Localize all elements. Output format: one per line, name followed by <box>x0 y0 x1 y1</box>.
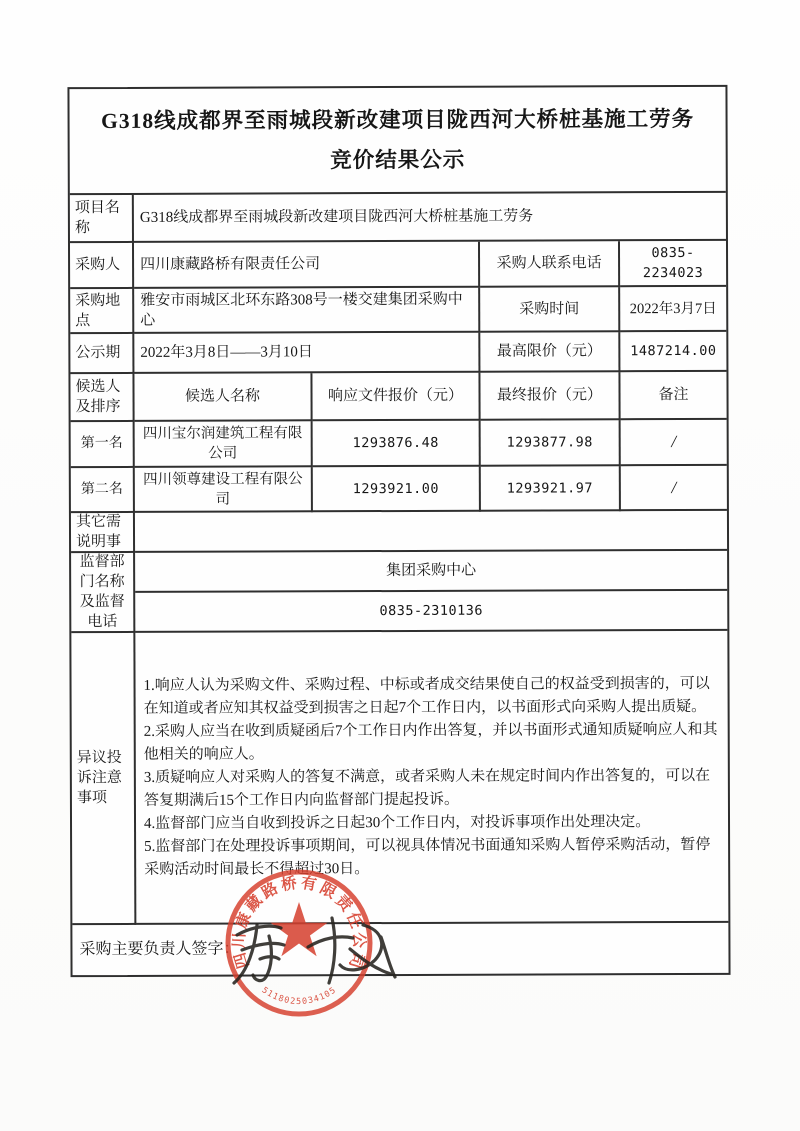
objection-item-4: 4.监督部门应当自收到投诉之日起30个工作日内，对投诉事项作出处理决定。 <box>143 813 651 832</box>
other-notes-value <box>135 511 727 553</box>
objection-item-1: 1.响应人认为采购文件、采购过程、中标或者成交结果使自己的权益受到损害的，可以在知道或者应知其权益受到损害之日起7个工作日内，以书面形式向采购人提出质疑。 <box>143 675 710 717</box>
project-name-label: 项目名称 <box>70 195 134 243</box>
handwritten-signature-graphic <box>213 903 448 1003</box>
title-line-2: 竞价结果公示 <box>330 147 466 173</box>
candidate-name-header: 候选人名称 <box>134 373 312 422</box>
max-price-value: 1487214.00 <box>620 332 726 372</box>
purchase-time-value: 2022年3月7日 <box>620 287 726 332</box>
candidate-response-price: 1293876.48 <box>313 421 481 468</box>
purchase-time-label: 采购时间 <box>480 287 620 332</box>
candidate-remark: / <box>621 420 727 466</box>
supervision-phone: 0835-2310136 <box>135 591 727 633</box>
seal-company-text: 四川康藏路桥有限责任公司 <box>229 873 369 971</box>
objection-item-5: 5.监督部门在处理投诉事项期间，可以视具体情况书面通知采购人暂停采购活动，暂停采购活动时间最长不得超过30日。 <box>144 836 711 878</box>
objection-item-2: 2.采购人应当在收到质疑函后7个工作日内作出答复，并以书面形式通知质疑响应人和其他相关的响应人。 <box>143 721 718 763</box>
handwritten-signature <box>213 903 448 1003</box>
candidate-final-price: 1293877.98 <box>481 420 621 466</box>
response-price-header: 响应文件报价（元） <box>312 373 480 422</box>
title-line-1: G318线成都界至雨城段新改建项目陇西河大桥桩基施工劳务 <box>101 106 695 134</box>
purchaser-label: 采购人 <box>70 243 134 289</box>
table-grid <box>69 87 728 975</box>
candidate-rank: 第一名 <box>71 422 135 468</box>
purchaser-phone-label: 采购人联系电话 <box>480 241 620 287</box>
supervision-label: 监督部门名称及监督电话 <box>71 553 135 633</box>
supervision-department: 集团采购中心 <box>135 551 727 593</box>
seal-number-text: 5118025034105 <box>259 985 338 1008</box>
publicity-period-label: 公示期 <box>70 334 134 374</box>
remark-header: 备注 <box>620 372 726 420</box>
final-price-header: 最终报价（元） <box>480 372 620 420</box>
publicity-period-value: 2022年3月8日——3月10日 <box>134 333 480 374</box>
candidate-rank: 第二名 <box>71 468 135 513</box>
location-label: 采购地点 <box>70 289 134 334</box>
signature-label: 采购主要负责人签字： <box>79 940 240 959</box>
candidate-response-price: 1293921.00 <box>313 467 481 513</box>
purchaser-value: 四川康藏路桥有限责任公司 <box>134 242 480 289</box>
objection-label: 异议投诉注意事项 <box>71 633 136 925</box>
candidate-name: 四川领尊建设工程有限公司 <box>135 467 313 513</box>
candidate-remark: / <box>621 466 727 511</box>
document-title <box>69 87 725 195</box>
candidate-final-price: 1293921.97 <box>481 466 621 511</box>
other-notes-label: 其它需说明事 <box>71 513 135 553</box>
location-value: 雅安市雨城区北环东路308号一楼交建集团采购中心 <box>134 288 480 334</box>
candidate-name: 四川宝尔润建筑工程有限公司 <box>135 421 313 468</box>
objection-item-3: 3.质疑响应人对采购人的答复不满意，或者采购人未在规定时间内作出答复的，可以在答复期满后15个工作日内向监督部门提起投诉。 <box>143 767 711 809</box>
project-name-value: G318线成都界至雨城段新改建项目陇西河大桥桩基施工劳务 <box>134 193 726 243</box>
max-price-label: 最高限价（元） <box>480 332 620 372</box>
candidates-corner-label: 候选人及排序 <box>70 374 134 422</box>
announcement-table <box>67 85 730 977</box>
purchaser-phone-value: 0835-2234023 <box>620 241 726 287</box>
